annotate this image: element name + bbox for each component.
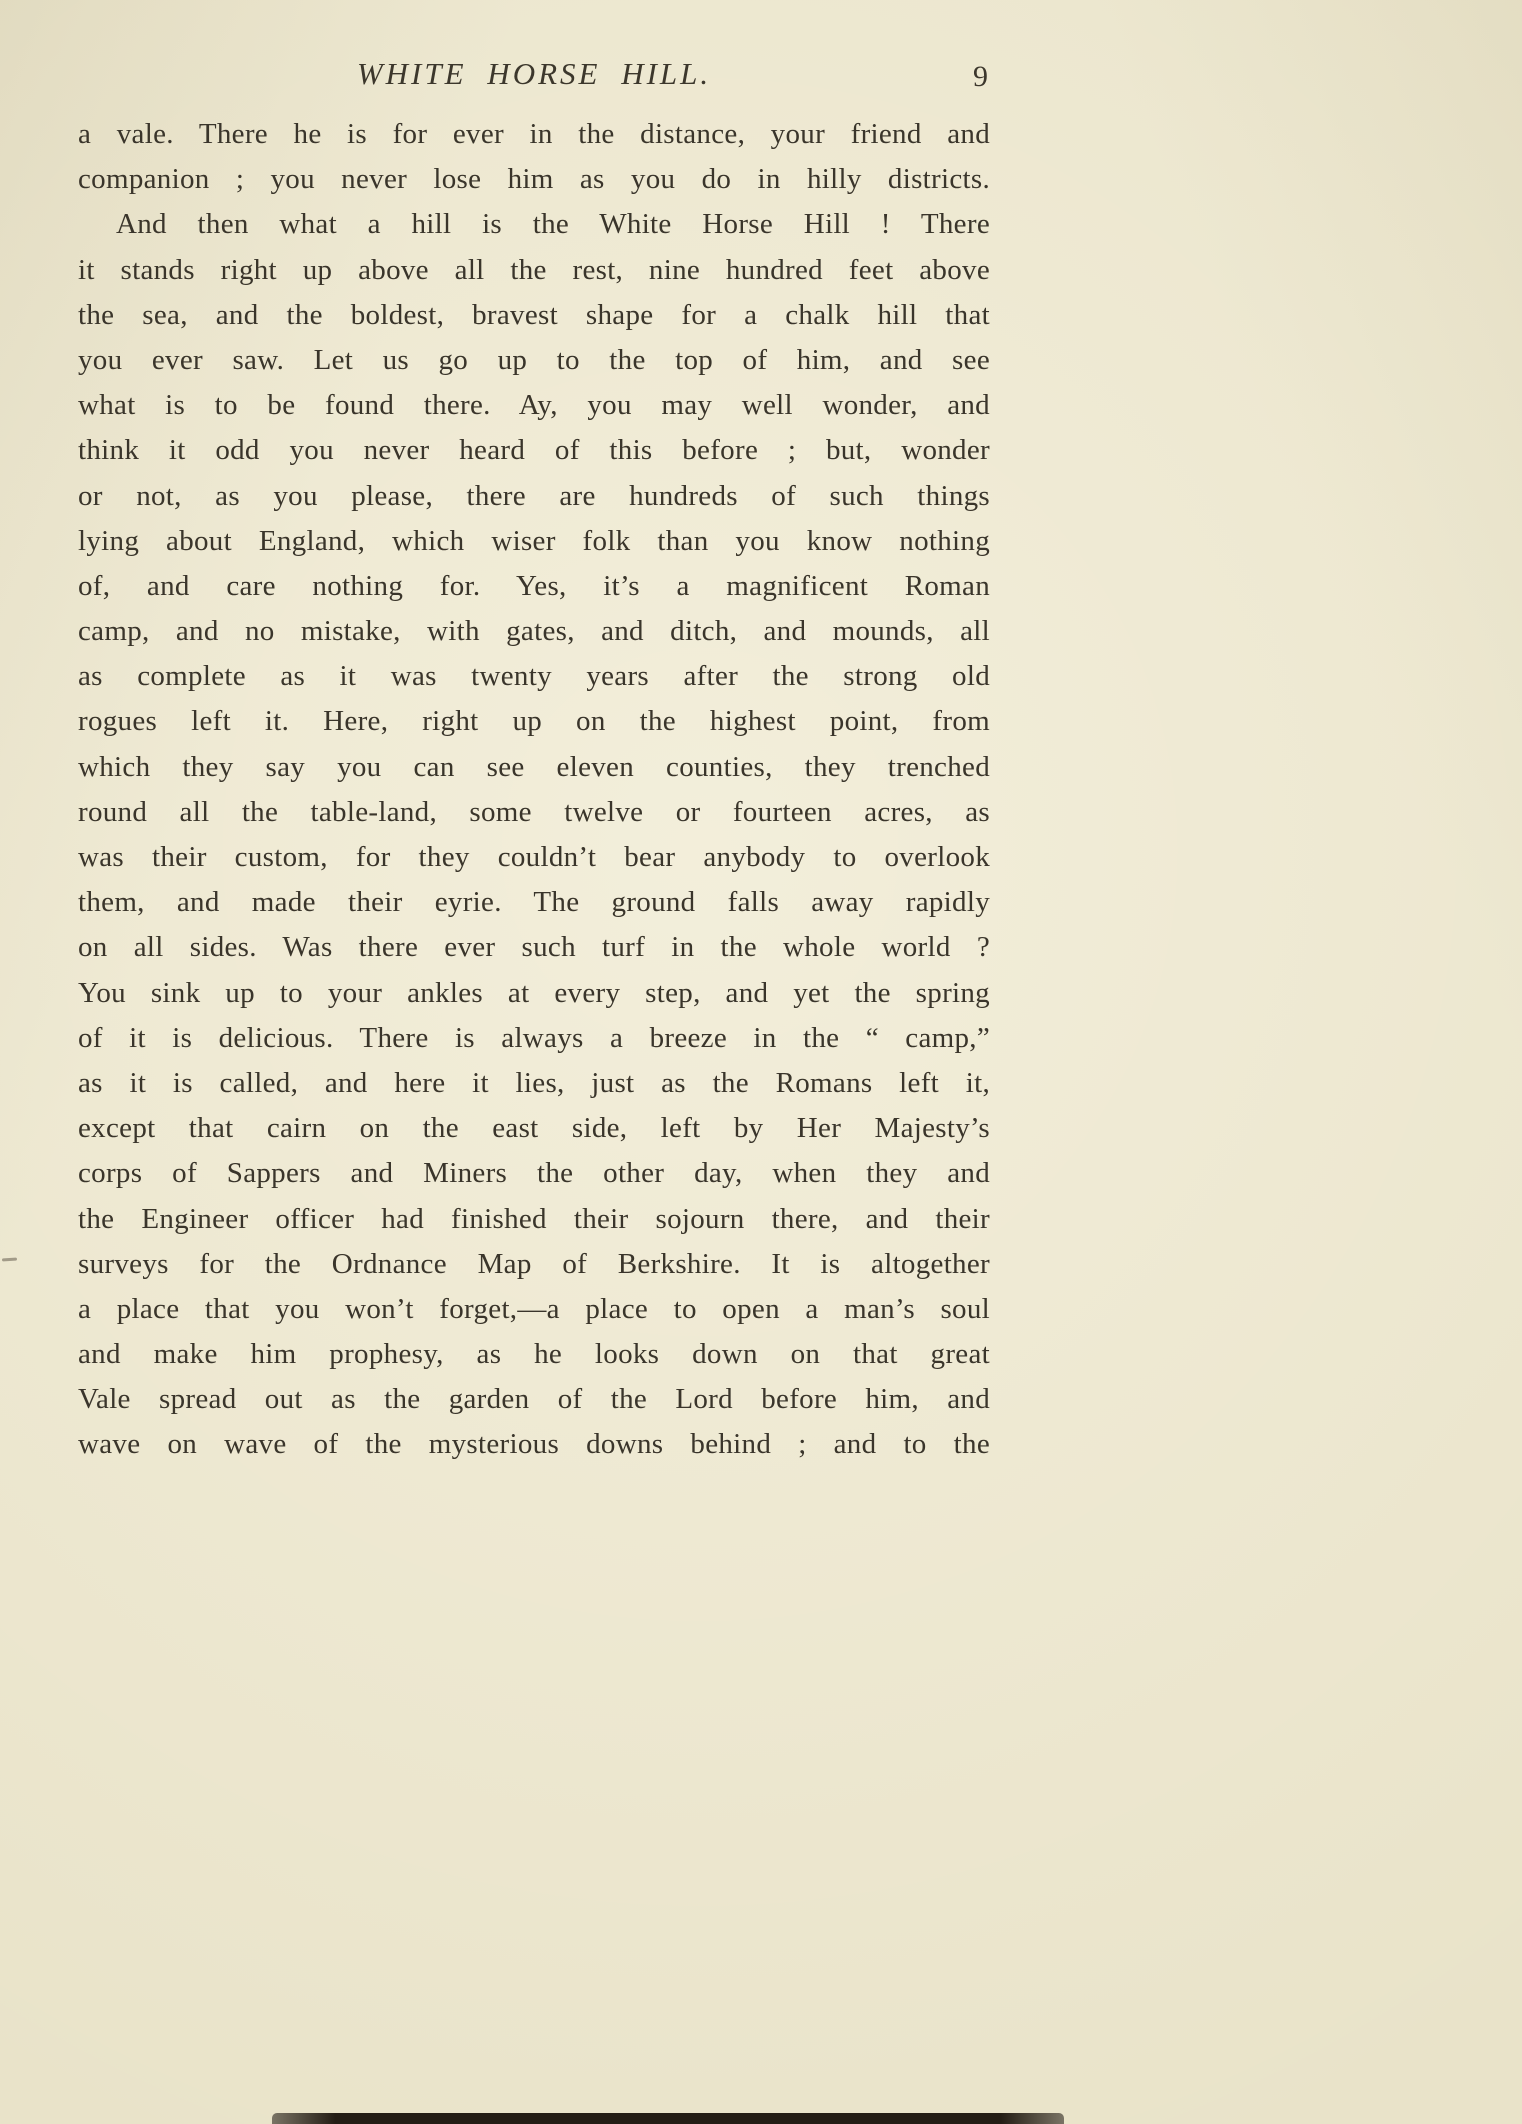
text-line: what is to be found there. Ay, you may well wonder, and [78,389,990,422]
text-line: as complete as it was twenty years after the strong old [78,660,990,693]
text-line: of it is delicious. There is always a breeze in the “ camp,” [78,1021,990,1054]
text-line: a place that you won’t forget,—a place to open a man’s soul [78,1292,990,1325]
page-number: 9 [973,60,988,93]
body-text [78,112,990,1468]
text-line: companion ; you never lose him as you do in hilly districts. [78,163,990,196]
text-line: wave on wave of the mysterious downs behind ; and to the [78,1428,990,1461]
text-line: it stands right up above all the rest, nine hundred feet above [78,253,990,286]
margin-mark-artifact [2,1257,17,1261]
text-line: think it odd you never heard of this before ; but, wonder [78,434,990,467]
text-line: camp, and no mistake, with gates, and ditch, and mounds, all [78,615,990,648]
text-line: and make him prophesy, as he looks down on that great [78,1338,990,1371]
text-line: you ever saw. Let us go up to the top of him, and see [78,343,990,376]
text-line: round all the table-land, some twelve or fourteen acres, as [78,795,990,828]
text-line: which they say you can see eleven counties, they trenched [78,750,990,783]
text-line: the Engineer officer had finished their sojourn there, and their [78,1202,990,1235]
text-line: or not, as you please, there are hundreds of such things [78,479,990,512]
text-line: a vale. There he is for ever in the distance, your friend and [78,118,990,150]
text-line: on all sides. Was there ever such turf in the whole world ? [78,931,990,964]
running-title: WHITE HORSE HILL. [356,56,712,91]
text-line: as it is called, and here it lies, just as the Romans left it, [78,1066,990,1099]
page-header [78,56,990,102]
text-line: the sea, and the boldest, bravest shape for a chalk hill that [78,298,990,331]
text-line: And then what a hill is the White Horse Hill ! There [116,208,990,241]
scan-edge-artifact [272,2113,1064,2124]
text-line: surveys for the Ordnance Map of Berkshire. It is altogether [78,1247,990,1280]
text-line: corps of Sappers and Miners the other day, when they and [78,1157,990,1190]
text-line: except that cairn on the east side, left by Her Majesty’s [78,1112,990,1145]
text-line: lying about England, which wiser folk than you know nothing [78,524,990,557]
text-line: You sink up to your ankles at every step, and yet the spring [78,976,990,1009]
text-line: Vale spread out as the garden of the Lord before him, and [78,1383,990,1416]
text-line: them, and made their eyrie. The ground falls away rapidly [78,886,990,919]
text-line: rogues left it. Here, right up on the highest point, from [78,705,990,738]
text-line: was their custom, for they couldn’t bear anybody to overlook [78,841,990,873]
text-line: of, and care nothing for. Yes, it’s a magnificent Roman [78,569,990,602]
